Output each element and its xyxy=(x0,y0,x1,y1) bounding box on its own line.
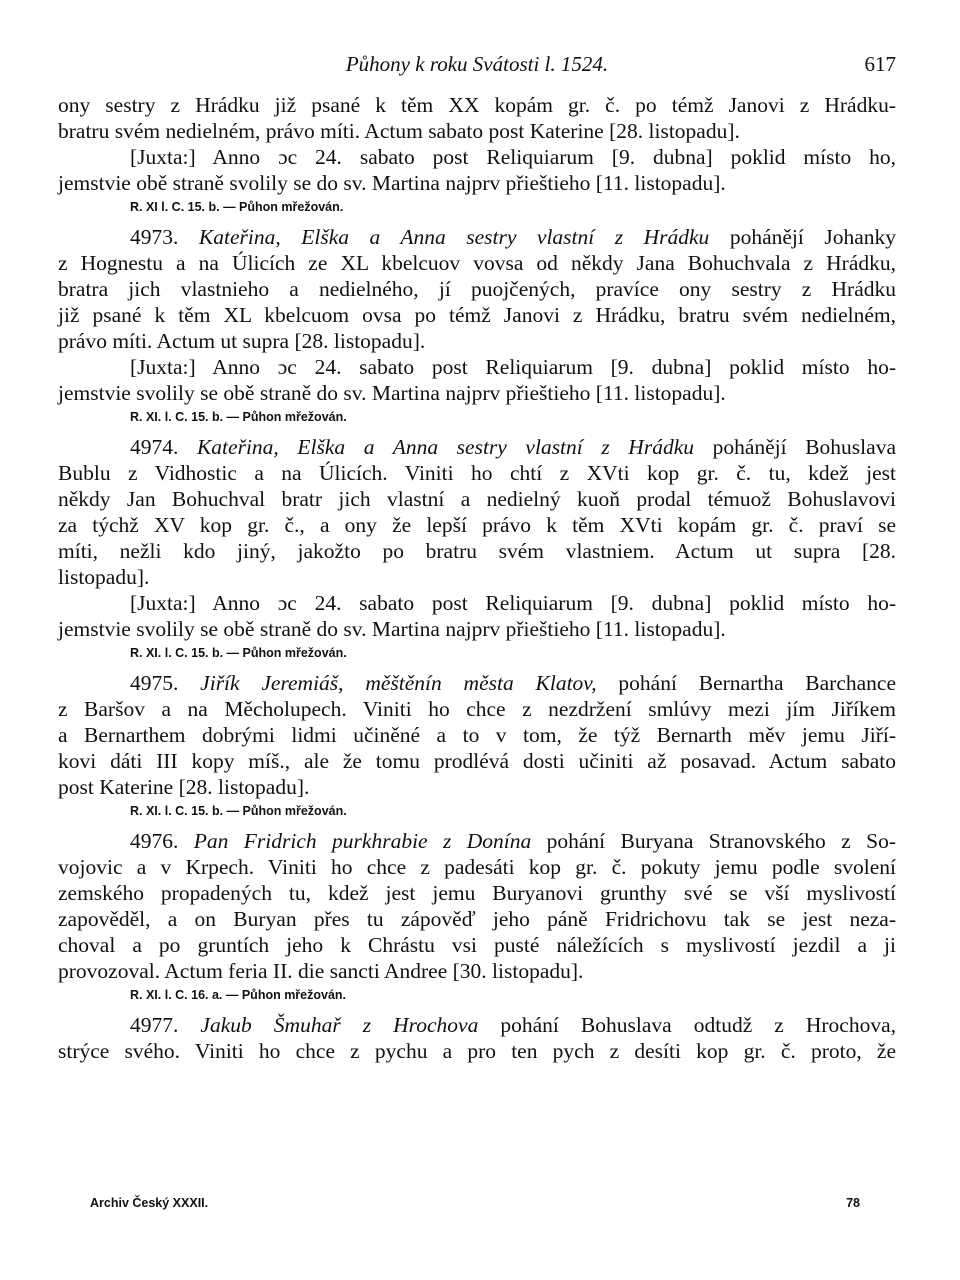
page xyxy=(58,52,896,1064)
text-line: bratra jich vlastnieho a nedielného, jí puojčených, pravíce ony sestry z Hrádku xyxy=(58,277,896,301)
text-line: jemstvie svolily se obě straně do sv. Martina najprv přieštieho [11. listopadu]. xyxy=(58,381,726,405)
running-title: Půhony k roku Svátosti l. 1524. xyxy=(345,52,609,76)
text-line: jemstvie svolily se obě straně do sv. Martina najprv přieštieho [11. listopadu]. xyxy=(58,617,726,641)
entry-first-line xyxy=(58,1012,896,1038)
entry-number: 4973. xyxy=(130,225,179,249)
entry-continuation xyxy=(58,92,896,218)
entry-number: 4975. xyxy=(130,671,179,695)
text-line: [Juxta:] Anno ɔc 24. sabato post Reliquiarum [9. dubna] poklid místo ho- xyxy=(130,355,896,379)
entry-4974 xyxy=(58,434,896,664)
text-line: již psané k těm XL kbelcuom ovsa po témž Janovi z Hrádku, bratru svém nedielném, xyxy=(58,303,896,327)
entry-parties: Kateřina, Elška a Anna sestry vlastní z Hrádku xyxy=(196,435,694,459)
entry-first-line xyxy=(58,828,896,854)
text-line: [Juxta:] Anno ɔc 24. sabato post Reliquiarum [9. dubna] poklid místo ho- xyxy=(130,591,896,615)
entry-parties: Jakub Šmuhař z Hrochova xyxy=(200,1013,479,1037)
volume-title: Archiv Český XXXII. xyxy=(90,1196,209,1210)
entry-number: 4977. xyxy=(130,1013,179,1037)
entry-text: pohánějí Johanky xyxy=(729,225,897,249)
entry-text: pohánějí Bohuslava xyxy=(712,435,896,459)
entry-4977 xyxy=(58,1012,896,1064)
text-line: ony sestry z Hrádku již psané k těm XX kopám gr. č. po témž Janovi z Hrádku- xyxy=(58,93,896,117)
page-header xyxy=(58,52,896,86)
source-reference: R. XI. l. C. 16. a. — Půhon mřežován. xyxy=(130,988,347,1002)
text-line: listopadu]. xyxy=(58,565,150,589)
entry-first-line xyxy=(58,670,896,696)
text-line: kovi dáti III kopy míš., ale že tomu prodlévá dosti učiniti až posavad. Actum sabato xyxy=(58,749,896,773)
page-number: 617 xyxy=(864,52,896,76)
text-line: míti, nežli kdo jiný, jakožto po bratru svém vlastniem. Actum ut supra [28. xyxy=(58,539,896,563)
entry-first-line xyxy=(58,224,896,250)
text-line: vojovic a v Krpech. Viniti ho chce z padesáti kop gr. č. pokuty jemu podle svolení xyxy=(58,855,896,879)
text-line: zapověděl, a on Buryan přes tu zápověď jeho páně Fridrichovu tak se jest neza- xyxy=(58,907,896,931)
entry-text: pohání Buryana Stranovského z So- xyxy=(546,829,896,853)
text-line: z Baršov a na Měcholupech. Viniti ho chce z nezdržení smlúvy mezi jím Jiříkem xyxy=(58,697,896,721)
entry-4976 xyxy=(58,828,896,1006)
text-line: právo míti. Actum ut supra [28. listopadu]. xyxy=(58,329,426,353)
entry-first-line xyxy=(58,434,896,460)
entry-4975 xyxy=(58,670,896,822)
signature-mark: 78 xyxy=(846,1196,860,1210)
text-line: provozoval. Actum feria II. die sancti Andree [30. listopadu]. xyxy=(58,959,584,983)
entry-4973 xyxy=(58,224,896,428)
text-line: zemského propadených tu, kdež jest jemu Buryanovi grunthy své se vší myslivostí xyxy=(58,881,896,905)
text-line: Bublu z Vidhostic a na Úlicích. Viniti ho chtí z XVti kop gr. č. tu, kdež jest xyxy=(58,461,896,485)
text-line: bratru svém nedielném, právo míti. Actum sabato post Katerine [28. listopadu]. xyxy=(58,119,740,143)
source-reference: R. XI. l. C. 15. b. — Půhon mřežován. xyxy=(130,804,347,818)
entry-number: 4974. xyxy=(130,435,179,459)
entry-parties: Kateřina, Elška a Anna sestry vlastní z Hrádku xyxy=(198,225,710,249)
source-reference: R. XI. l. C. 15. b. — Půhon mřežován. xyxy=(130,646,347,660)
entry-text: pohání Bernartha Barchance xyxy=(618,671,896,695)
text-line: za týchž XV kop gr. č., a ony že lepší právo k těm XVti kopám gr. č. praví se xyxy=(58,513,896,537)
body-text xyxy=(58,92,896,1064)
text-line: [Juxta:] Anno ɔc 24. sabato post Reliquiarum [9. dubna] poklid místo ho, xyxy=(130,145,896,169)
entry-parties: Pan Fridrich purkhrabie z Donína xyxy=(193,829,532,853)
text-line: choval a po gruntích jeho k Chrástu vsi pusté náležících s myslivostí jezdil a ji xyxy=(58,933,896,957)
entry-number: 4976. xyxy=(130,829,179,853)
text-line: a Bernarthem dobrými lidmi učiněné a to v tom, že týž Bernarth měv jemu Jiří- xyxy=(58,723,896,747)
source-reference: R. XI. l. C. 15. b. — Půhon mřežován. xyxy=(130,410,347,424)
entry-text: pohání Bohuslava odtudž z Hrochova, xyxy=(500,1013,897,1037)
text-line: někdy Jan Bohuchval bratr jich vlastní a nedielný kuoň prodal témuož Bohuslavovi xyxy=(58,487,896,511)
text-line: jemstvie obě straně svolily se do sv. Martina najprv přieštieho [11. listopadu]. xyxy=(58,171,726,195)
text-line: post Katerine [28. listopadu]. xyxy=(58,775,310,799)
source-reference: R. XI l. C. 15. b. — Půhon mřežován. xyxy=(130,200,344,214)
text-line: strýce svého. Viniti ho chce z pychu a pro ten pych z desíti kop gr. č. proto, že xyxy=(58,1039,896,1063)
text-line: z Hognestu a na Úlicích ze XL kbelcuov vovsa od někdy Jana Bohuchvala z Hrádku, xyxy=(58,251,896,275)
entry-parties: Jiřík Jeremiáš, měštěnín města Klatov, xyxy=(200,671,597,695)
